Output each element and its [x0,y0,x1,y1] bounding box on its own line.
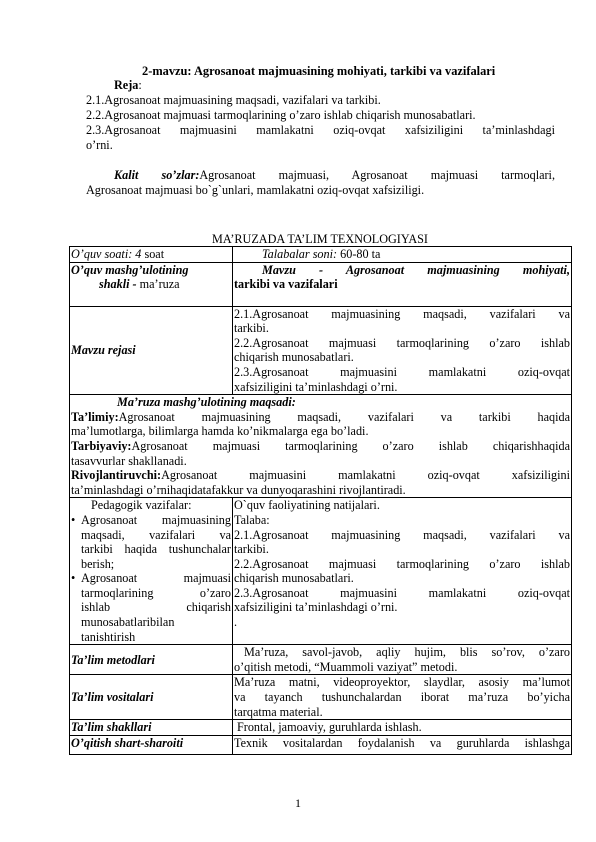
table-row-methods [70,645,572,675]
conditions-value: Texnik vositalardan foydalanish va guruhlarda ishlashga [234,735,570,750]
form-value: ma’ruza [136,277,180,292]
means-line-2: va tayanch tushunchalardan iborat ma’ruza bo’yicha [234,690,570,705]
goals-cell [70,395,572,498]
upbringing-line-2: tasavvurlar shakllanadi. [71,453,187,468]
table-row-means [70,675,572,720]
ped-tasks-heading: Pedagogik vazifalar: [91,498,192,513]
keywords-line-2: Agrosanoat majmuasi bo`g`unlari, mamlakatni oziq-ovqat xafsiziligi. [86,183,425,197]
results-sub: Talaba: [234,512,270,527]
developing-line-2: ta’minlashdagi o’rnihaqidatafakkur va dunyoqarashini rivojlantiradi. [71,482,406,497]
conditions-cell [233,735,572,754]
ped-task-line: tarkibi haqida tushunchalar [81,542,231,557]
conditions-label: O’qitish shart-sharoiti [71,735,184,750]
hours-label: O’quv soati: 4 [71,247,142,261]
plan-line: 2.1.Agrosanoat majmuasining maqsadi, vazifalari va [234,306,570,321]
means-cell [233,675,572,720]
ped-task-line: tarmoqlarining o’zaro [81,585,231,600]
plan-heading [114,78,142,93]
means-line-1: Ma’ruza matni, videoproyektor, slaydlar, asosiy ma’lumot [234,675,570,690]
plan-label-cell [70,306,233,395]
result-line: 2.3.Agrosanoat majmuasini mamlakatni oziq-ovqat [234,585,570,600]
plan-cell [233,306,572,395]
hours-unit: soat [141,247,165,261]
bullet-icon: • [71,512,76,527]
form-label-2 [71,277,231,292]
educational-line-1 [71,410,570,425]
table-row-goals [70,395,572,498]
students-cell [233,247,572,263]
keywords-text-1: Agrosanoat majmuasi, Agrosanoat majmuasi tarmoqlari, [199,168,555,182]
developing-text-1: Agrosanoat majmuasini mamlakatni oziq-ovqat xafsiziligini [161,468,570,483]
ped-task-line: tanishtirish [81,629,136,644]
upbringing-text-1: Agrosanoat majmuasi tarmoqlarining o’zaro ishlab chiqarishhaqida [131,438,570,453]
topic-cell [233,262,572,306]
means-label-cell [70,675,233,720]
topic-line-1-text: Mavzu - Agrosanoat majmuasining mohiyati, [262,262,570,277]
table-row-form [70,262,572,306]
forms-cell [233,720,572,736]
result-line: 2.1.Agrosanoat majmuasining maqsadi, vazifalari va [234,527,570,542]
bullet-icon: • [71,571,76,586]
methods-label: Ta’lim metodlari [71,652,155,667]
result-line: chiqarish munosabatlari. [234,571,354,586]
table-row-hours [70,247,572,263]
result-line: . [234,615,238,630]
conditions-label-cell [70,735,233,754]
keywords-line-1 [114,168,555,183]
results-heading: O`quv faoliyatining natijalari. [234,498,380,513]
methods-label-cell [70,645,233,675]
plan-line: 2.2.Agrosanoat majmuasi tarmoqlarining o’zaro ishlab [234,335,570,350]
plan-item-2: 2.2.Agrosanoat majmuasi tarmoqlarining o’zaro ishlab chiqarish munosabatlari. [86,108,476,122]
topic-line-2 [234,277,570,292]
developing-line-1 [71,468,570,483]
results-cell [233,498,572,645]
plan-line: 2.3.Agrosanoat majmuasini mamlakatni oziq-ovqat [234,364,570,379]
forms-label: Ta’lim shakllari [71,720,152,735]
upbringing-line-1 [71,439,570,454]
methods-line-1: Ma’ruza, savol-javob, aqliy hujim, blis so’rov, o’zaro [244,645,570,660]
plan-label: Mavzu rejasi [71,343,136,358]
result-line: tarkibi. [234,542,269,557]
table-title: MA’RUZADA TA’LIM TEXNOLOGIYASI [212,232,428,246]
upbringing-label: Tarbiyaviy: [71,438,132,453]
developing-label: Rivojlantiruvchi: [71,468,162,483]
plan-item-3: 2.3.Agrosanoat majmuasini mamlakatni oziq-ovqat xafsiziligini ta’minlashdagi [86,123,555,137]
means-label: Ta’lim vositalari [71,690,154,705]
form-cell [70,262,233,306]
plan-heading-label: Reja [114,78,139,92]
goals-heading: Ma’ruza mashg’ulotining maqsadi: [117,395,296,410]
ped-task-line: maqsadi, vazifalari va [81,527,231,542]
table-row-tasks [70,498,572,645]
ped-task-line: munosabatlaribilan [81,615,175,630]
result-line: xafsiziligini ta’minlashdagi o’rni. [234,600,398,615]
educational-label: Ta’limiy: [71,409,119,424]
form-label-shakli: shakli - [99,277,137,292]
educational-line-2: ma’lumotlarga, bilimlarga hamda ko’nikmalarga ega bo’ladi. [71,424,369,439]
plan-line: xafsiziligini ta’minlashdagi o’rni. [234,379,398,394]
means-line-3: tarqatma material. [234,704,323,719]
lesson-technology-table [69,246,572,755]
ped-task-item [71,513,231,571]
keywords-label: Kalit so’zlar: [114,168,200,182]
topic-line-2-text: tarkibi va vazifalari [234,277,338,292]
table-row-forms [70,720,572,736]
ped-task-line: Agrosanoat majmuasining [81,512,231,527]
forms-label-cell [70,720,233,736]
plan-line: chiqarish munosabatlari. [234,350,354,365]
page-number: 1 [295,796,301,810]
hours-cell [70,247,233,263]
forms-value: Frontal, jamoaviy, guruhlarda ishlash. [237,720,422,735]
table-row-conditions [70,735,572,754]
educational-text-1: Agrosanoat majmuasining maqsadi, vazifalari va tarkibi haqida [118,409,570,424]
methods-cell [233,645,572,675]
ped-task-line: Agrosanoat majmuasi [81,571,231,586]
ped-task-line: berish; [81,556,115,571]
plan-heading-colon: : [138,78,142,92]
ped-task-line: ishlab chiqarish [81,600,231,615]
students-label: Talabalar soni: [262,247,338,261]
topic-line-1 [234,263,570,278]
ped-tasks-cell [70,498,233,645]
result-line: 2.2.Agrosanoat majmuasi tarmoqlarining o’zaro ishlab [234,556,570,571]
document-title: 2-mavzu: Agrosanoat majmuasining mohiyati, tarkibi va vazifalari [142,64,496,78]
plan-item-3-cont: o’rni. [86,138,113,152]
table-row-plan [70,306,572,395]
ped-task-item [71,571,231,644]
plan-line: tarkibi. [234,321,269,336]
students-value: 60-80 ta [337,247,381,261]
form-label: O’quv mashg’ulotining [71,262,189,277]
methods-line-2: o’qitish metodi, “Muammoli vaziyat” metodi. [234,659,458,674]
plan-item-1: 2.1.Agrosanoat majmuasining maqsadi, vazifalari va tarkibi. [86,93,381,107]
